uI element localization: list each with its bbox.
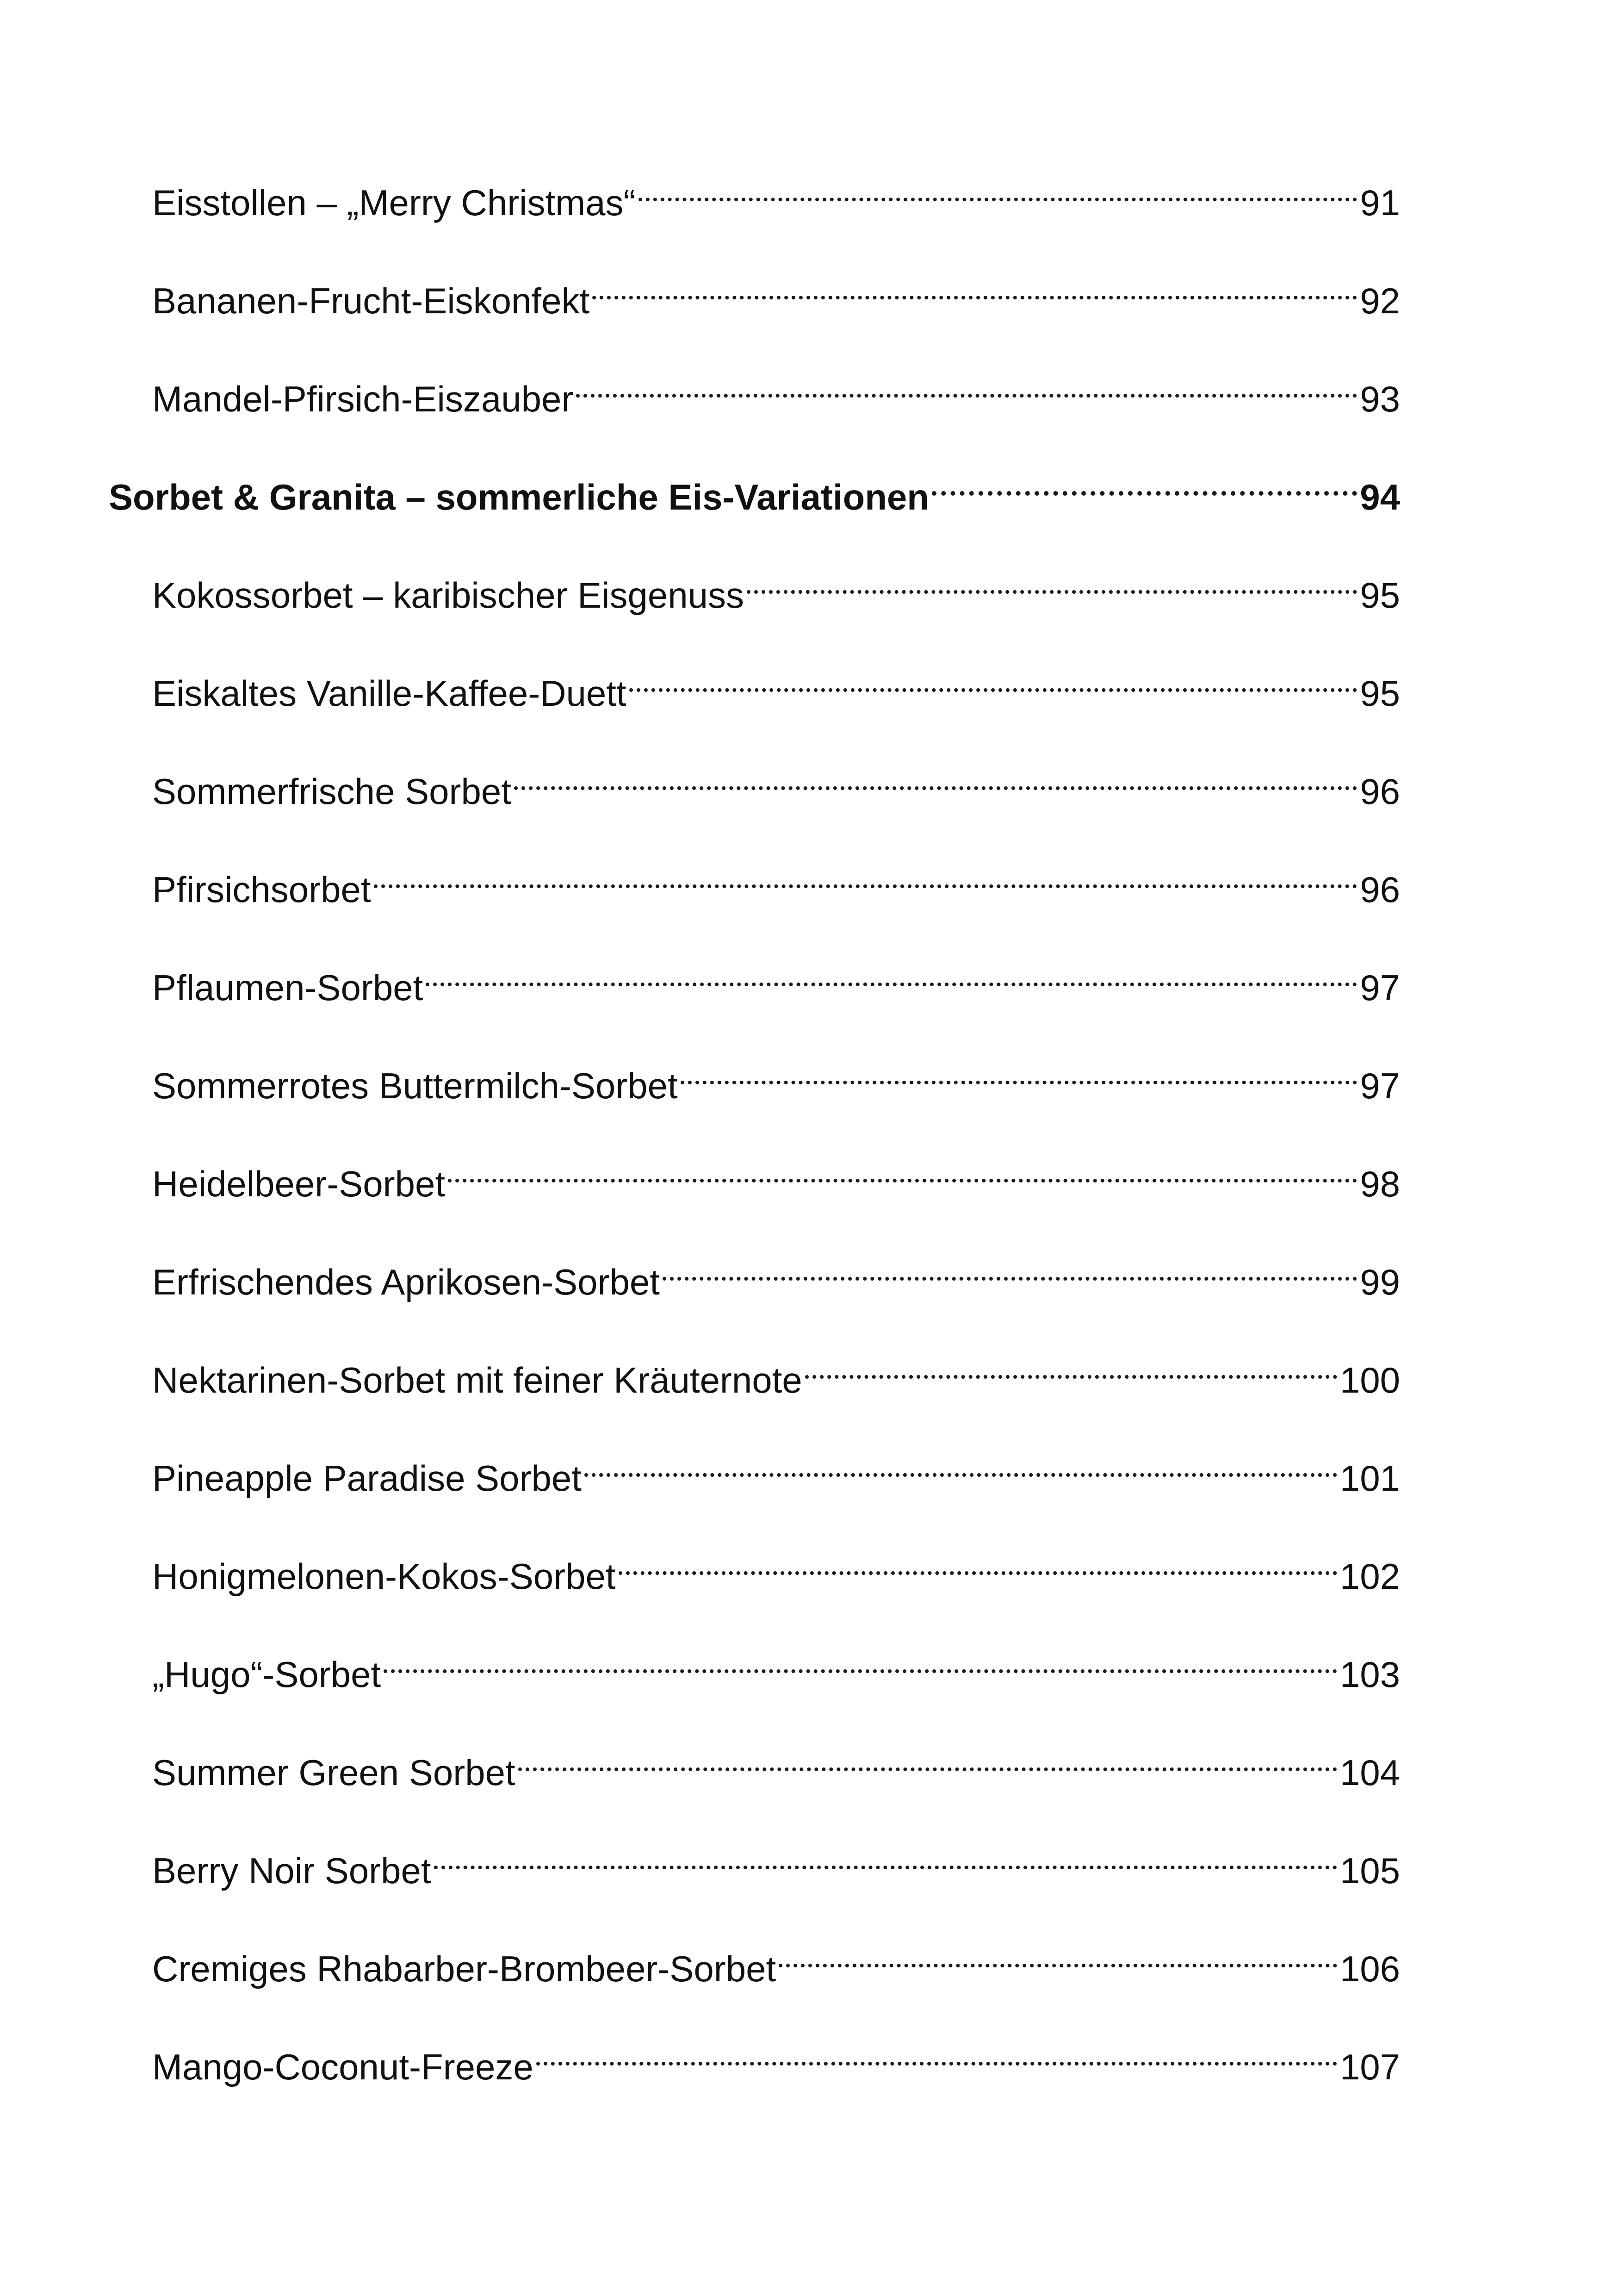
dot-leader (514, 748, 1357, 804)
entry-page-number: 99 (1360, 1262, 1400, 1302)
section-title: Sorbet & Granita – sommerliche Eis-Variationen (109, 477, 929, 517)
toc-entry[interactable] (152, 1828, 1400, 1891)
dot-leader (619, 1533, 1337, 1589)
entry-title: Sommerfrische Sorbet (152, 771, 511, 812)
entry-title: Heidelbeer-Sorbet (152, 1164, 446, 1204)
dot-leader (384, 1631, 1337, 1687)
entry-title: Bananen-Frucht-Eiskonfekt (152, 280, 590, 321)
dot-leader (518, 1730, 1337, 1785)
entry-title: Kokossorbet – karibischer Eisgenuss (152, 575, 744, 616)
toc-entry[interactable] (152, 1533, 1400, 1597)
entry-page-number: 95 (1360, 673, 1400, 714)
entry-title: Eiskaltes Vanille-Kaffee-Duett (152, 673, 626, 714)
entry-page-number: 105 (1339, 1850, 1400, 1891)
toc-entry[interactable] (152, 1435, 1400, 1499)
dot-leader (584, 1435, 1337, 1491)
entry-page-number: 95 (1360, 575, 1400, 616)
entry-page-number: 103 (1339, 1654, 1400, 1695)
dot-leader (426, 945, 1357, 1000)
entry-page-number: 92 (1360, 280, 1400, 321)
entry-page-number: 98 (1360, 1164, 1400, 1204)
dot-leader (639, 160, 1358, 215)
entry-page-number: 97 (1360, 967, 1400, 1008)
dot-leader (629, 650, 1358, 706)
toc-entry[interactable] (152, 552, 1400, 616)
dot-leader (932, 454, 1357, 510)
entry-page-number: 91 (1360, 182, 1400, 223)
entry-page-number: 93 (1360, 379, 1400, 419)
entry-title: Eisstollen – „Merry Christmas“ (152, 182, 636, 223)
entry-page-number: 107 (1339, 2047, 1400, 2087)
entry-title: Pineapple Paradise Sorbet (152, 1458, 582, 1499)
dot-leader (592, 258, 1357, 313)
toc-entry[interactable] (152, 748, 1400, 812)
dot-leader (536, 2024, 1337, 2079)
dot-leader (779, 1926, 1337, 1981)
toc-entry[interactable] (152, 846, 1400, 910)
entry-title: Nektarinen-Sorbet mit feiner Kräuternote (152, 1360, 802, 1400)
entry-title: Summer Green Sorbet (152, 1752, 515, 1793)
dot-leader (434, 1828, 1337, 1883)
entry-page-number: 101 (1339, 1458, 1400, 1499)
entry-title: Sommerrotes Buttermilch-Sorbet (152, 1065, 678, 1106)
toc-entry[interactable] (152, 1337, 1400, 1400)
dot-leader (374, 846, 1358, 902)
entry-title: Pfirsichsorbet (152, 869, 371, 910)
entry-title: Honigmelonen-Kokos-Sorbet (152, 1556, 616, 1597)
toc-entry[interactable] (152, 356, 1400, 419)
entry-page-number: 97 (1360, 1065, 1400, 1106)
toc-entry[interactable] (152, 650, 1400, 714)
dot-leader (663, 1239, 1357, 1294)
entry-title: Berry Noir Sorbet (152, 1850, 431, 1891)
entry-page-number: 96 (1360, 771, 1400, 812)
dot-leader (805, 1337, 1337, 1393)
toc-entry[interactable] (152, 1730, 1400, 1793)
entry-title: Mango-Coconut-Freeze (152, 2047, 533, 2087)
toc-entry[interactable] (152, 1043, 1400, 1106)
toc-entry[interactable] (152, 1631, 1400, 1695)
dot-leader (576, 356, 1357, 411)
entry-title: Cremiges Rhabarber-Brombeer-Sorbet (152, 1948, 776, 1989)
entry-page-number: 96 (1360, 869, 1400, 910)
toc-entry[interactable] (152, 2024, 1400, 2087)
entry-page-number: 104 (1339, 1752, 1400, 1793)
toc-entry[interactable] (152, 1239, 1400, 1302)
toc-entry[interactable] (152, 258, 1400, 321)
entry-page-number: 102 (1339, 1556, 1400, 1597)
toc-entry[interactable] (152, 1926, 1400, 1989)
entry-page-number: 100 (1339, 1360, 1400, 1400)
toc-entry[interactable] (152, 945, 1400, 1008)
dot-leader (747, 552, 1357, 608)
dot-leader (448, 1141, 1357, 1196)
entry-page-number: 106 (1339, 1948, 1400, 1989)
entry-title: Pflaumen-Sorbet (152, 967, 423, 1008)
toc-entry[interactable] (152, 160, 1400, 223)
section-page-number: 94 (1360, 477, 1400, 517)
entry-title: „Hugo“-Sorbet (152, 1654, 381, 1695)
toc-section-heading[interactable] (109, 454, 1400, 517)
toc-entry[interactable] (152, 1141, 1400, 1204)
dot-leader (681, 1043, 1358, 1098)
entry-title: Erfrischendes Aprikosen-Sorbet (152, 1262, 660, 1302)
entry-title: Mandel-Pfirsich-Eiszauber (152, 379, 574, 419)
